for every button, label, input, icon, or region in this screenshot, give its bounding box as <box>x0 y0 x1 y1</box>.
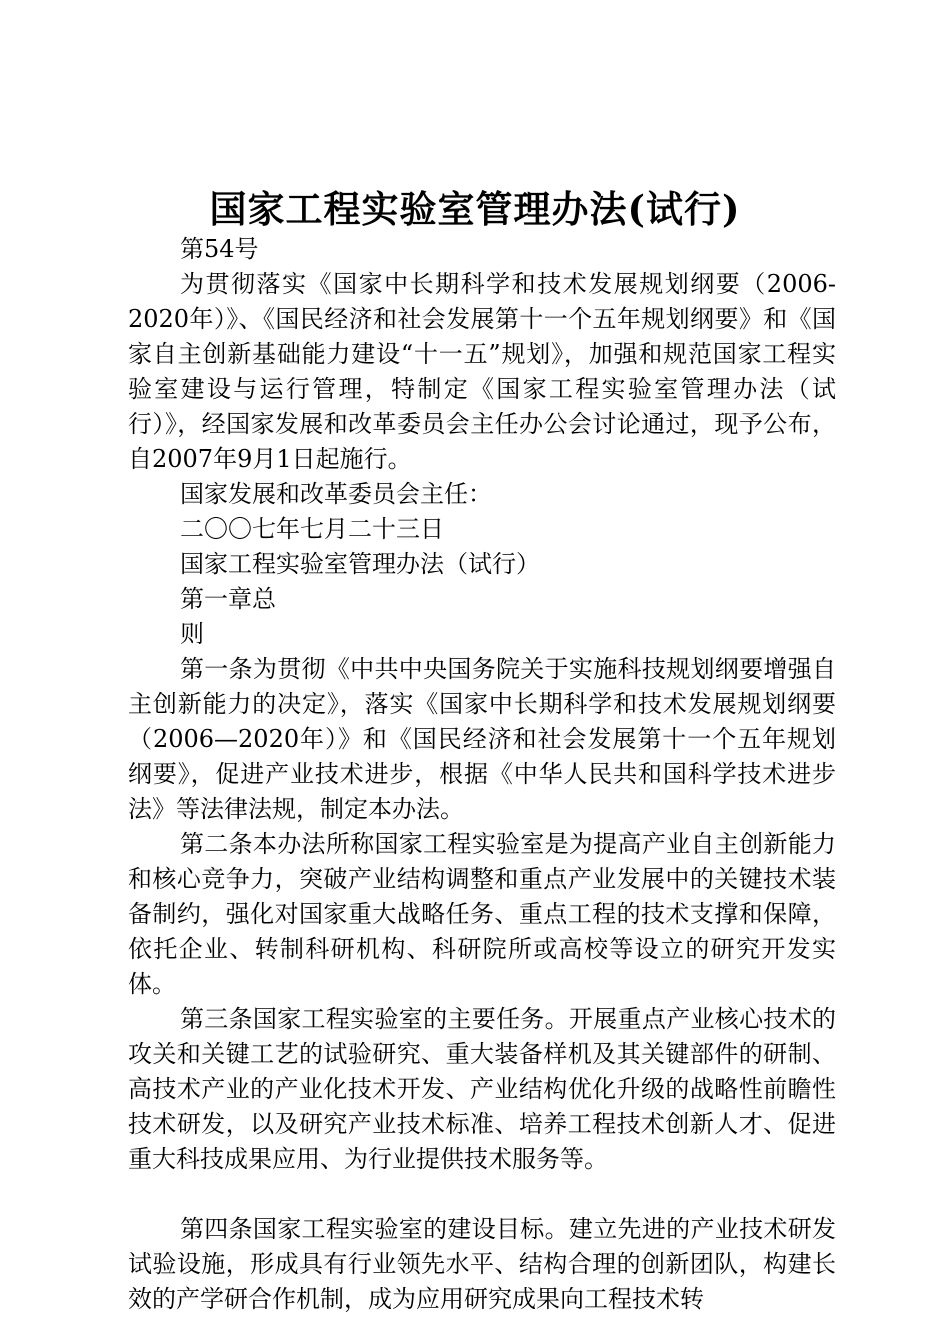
article-3: 第三条国家工程实验室的主要任务。开展重点产业核心技术的攻关和关键工艺的试验研究、重大装备样机及其关键部件的研制、高技术产业的产业化技术开发、产业结构优化升级的战略性前瞻性技术研发，以及研究产业技术标准、培养工程技术创新人才、促进重大科技成果应用、为行业提供技术服务等。 <box>128 1005 836 1173</box>
chapter-heading: 第一章总 <box>180 585 276 613</box>
subtitle-line: 国家工程实验室管理办法（试行） <box>180 550 540 578</box>
preamble-paragraph: 为贯彻落实《国家中长期科学和技术发展规划纲要（2006-2020年）》、《国民经济和社会发展第十一个五年规划纲要》和《国家自主创新基础能力建设“十一五”规划》，加强和规范国家工程实验室建设与运行管理，特制定《国家工程实验室管理办法（试行）》，经国家发展和改革委员会主任办公会讨论通过，现予公布，自2007年9月1日起施行。 <box>128 270 836 473</box>
paragraph-gap <box>128 1177 836 1212</box>
chapter-heading-continued: 则 <box>180 620 204 648</box>
document-number: 第54号 <box>180 235 259 263</box>
document-title: 国家工程实验室管理办法(试行) <box>209 187 741 231</box>
article-4: 第四条国家工程实验室的建设目标。建立先进的产业技术研发试验设施，形成具有行业领先水平、结构合理的创新团队，构建长效的产学研合作机制，成为应用研究成果向工程技术转 <box>128 1215 836 1313</box>
signatory-line: 国家发展和改革委员会主任： <box>180 480 492 508</box>
article-1: 第一条为贯彻《中共中央国务院关于实施科技规划纲要增强自主创新能力的决定》，落实《国家中长期科学和技术发展规划纲要（2006—2020年）》和《国民经济和社会发展第十一个五年规划纲要》，促进产业技术进步，根据《中华人民共和国科学技术进步法》等法律法规，制定本办法。 <box>128 655 836 823</box>
article-2: 第二条本办法所称国家工程实验室是为提高产业自主创新能力和核心竞争力，突破产业结构调整和重点产业发展中的关键技术装备制约，强化对国家重大战略任务、重点工程的技术支撑和保障，依托企业、转制科研机构、科研院所或高校等设立的研究开发实体。 <box>128 830 836 998</box>
date-line: 二〇〇七年七月二十三日 <box>180 515 444 543</box>
document-body <box>128 232 836 1317</box>
